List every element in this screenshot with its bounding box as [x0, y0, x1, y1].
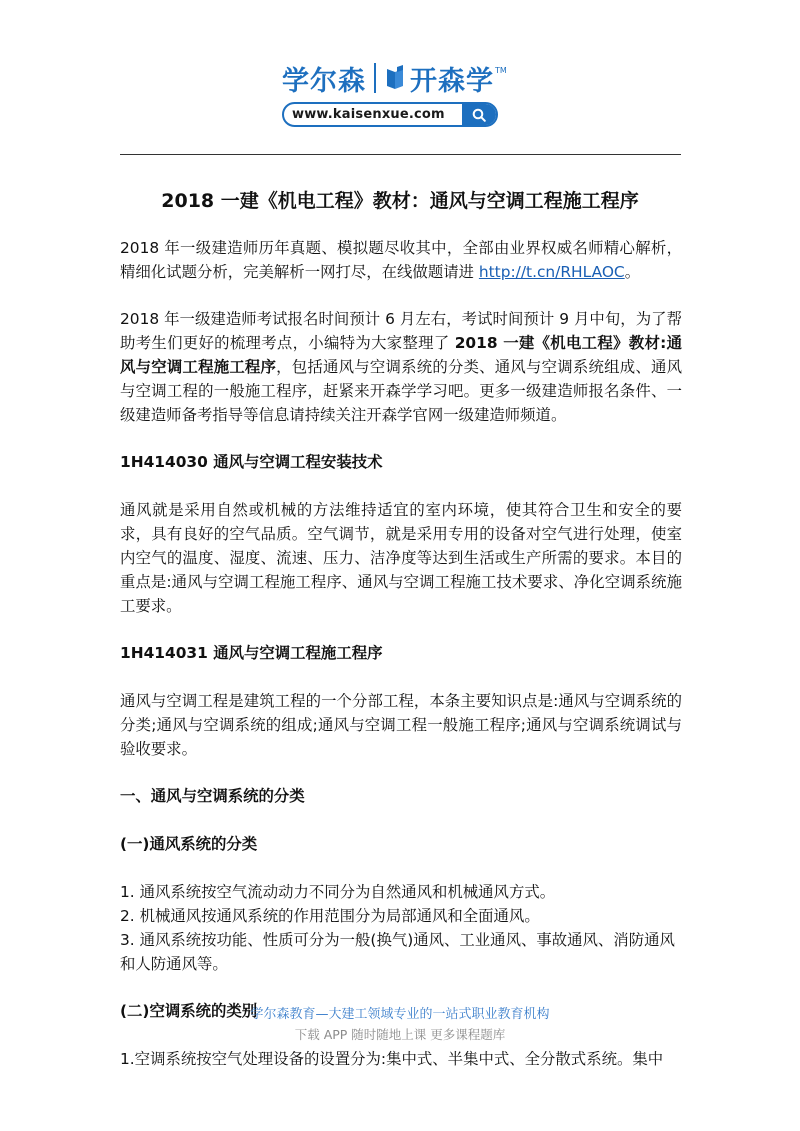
- intro-paragraph: [120, 236, 682, 284]
- header-logo: [0, 60, 800, 130]
- logo[interactable]: [282, 60, 507, 96]
- exam-info-bold: 2018 一建《机电工程》教材:通风与空调工程施工程序: [120, 334, 682, 376]
- page-footer: [0, 1005, 800, 1045]
- logo-trademark: TM: [495, 65, 507, 75]
- site-url[interactable]: www.kaisenxue.com: [292, 107, 445, 122]
- intro-text: 2018 年一级建造师历年真题、模拟题尽收其中，全部由业界权威名师精心解析，精细化试题分析，完美解析一网打尽，在线做题请进: [120, 239, 682, 281]
- exam-info-paragraph: [120, 307, 682, 427]
- footer-slogan: 学尔森教育—大建工领域专业的一站式职业教育机构: [250, 1007, 550, 1022]
- aircon-paragraph: 1.空调系统按空气处理设备的设置分为:集中式、半集中式、全分散式系统。集中: [120, 1050, 664, 1068]
- book-icon: [384, 65, 406, 91]
- heading-aircon-types: (二)空调系统的类别: [120, 1002, 258, 1020]
- search-button[interactable]: [462, 104, 496, 125]
- exam-info-tail: ，包括通风与空调系统的分类、通风与空调系统组成、通风与空调工程的一般施工程序，赶紧来开森学学习吧。更多一级建造师报名条件、一级建造师备考指导等信息请持续关注开森学官网一级建造师频道。: [120, 358, 682, 424]
- document-body: [120, 236, 682, 1094]
- document-title: 2018 一建《机电工程》教材：通风与空调工程施工程序: [161, 190, 639, 212]
- search-icon: [472, 108, 486, 122]
- header-divider: [120, 154, 681, 155]
- list-item: 3. 通风系统按功能、性质可分为一般(换气)通风、工业通风、事故通风、消防通风和人防通风等。: [120, 931, 675, 973]
- ventilation-paragraph: 通风就是采用自然或机械的方法维持适宜的室内环境，使其符合卫生和安全的要求，具有良好的空气品质。空气调节，就是采用专用的设备对空气进行处理，使室内空气的温度、湿度、流速、压力、洁净度等达到生活或生产所需的要求。本目的重点是:通风与空调工程施工程序、通风与空调工程施工技术要求、净化空调系统施工要求。: [120, 501, 682, 615]
- ventilation-list: [120, 880, 682, 976]
- section-heading-1h414030: 1H414030 通风与空调工程安装技术: [120, 453, 383, 471]
- logo-brand-right: 开森学: [410, 65, 494, 97]
- logo-brand-left: 学尔森: [282, 65, 366, 97]
- scope-paragraph: 通风与空调工程是建筑工程的一个分部工程，本条主要知识点是:通风与空调系统的分类;通风与空调系统的组成;通风与空调工程一般施工程序;通风与空调系统调试与验收要求。: [120, 692, 682, 758]
- exam-info-text: 2018 年一级建造师考试报名时间预计 6 月左右，考试时间预计 9 月中旬，为了帮助考生们更好的梳理考点，小编特为大家整理了: [120, 310, 682, 352]
- url-search-bar[interactable]: [282, 102, 498, 127]
- heading-classification: 一、通风与空调系统的分类: [120, 787, 305, 805]
- heading-ventilation-types: (一)通风系统的分类: [120, 835, 258, 853]
- list-item: 2. 机械通风按通风系统的作用范围分为局部通风和全面通风。: [120, 907, 540, 925]
- list-item: 1. 通风系统按空气流动动力不同分为自然通风和机械通风方式。: [120, 883, 556, 901]
- section-heading-1h414031: 1H414031 通风与空调工程施工程序: [120, 644, 383, 662]
- footer-app-promo: 下载 APP 随时随地上课 更多课程题库: [294, 1027, 506, 1042]
- practice-link[interactable]: http://t.cn/RHLAOC: [478, 263, 625, 281]
- logo-divider: [374, 63, 376, 93]
- intro-tail: 。: [624, 263, 641, 281]
